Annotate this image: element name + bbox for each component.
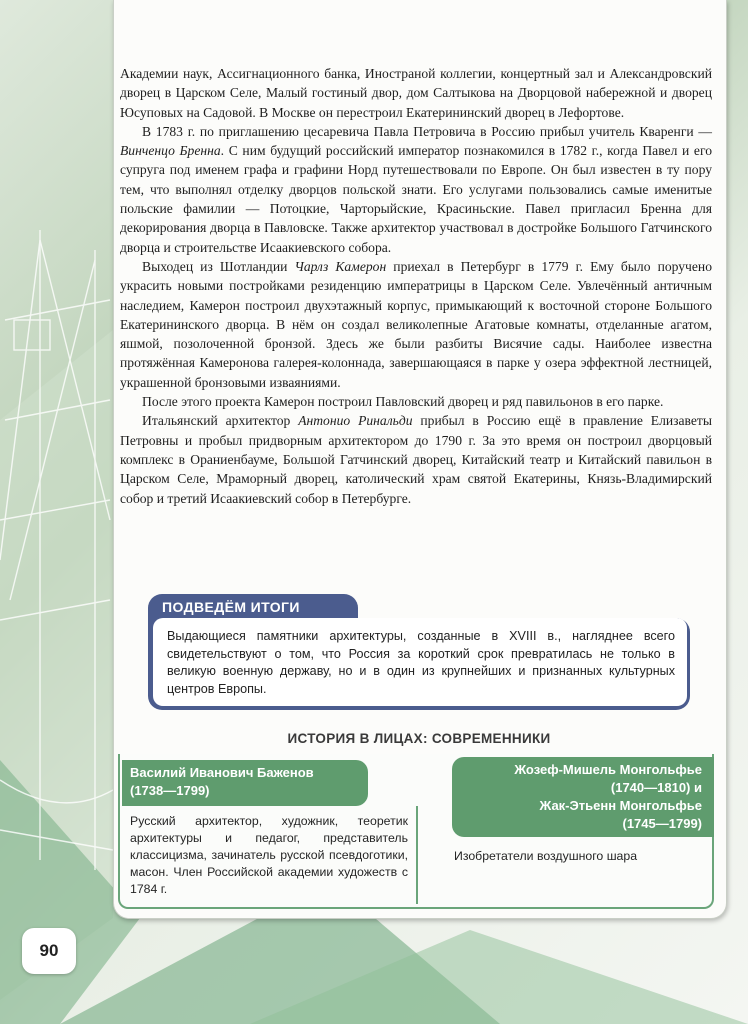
bazhenov-bio: Русский архитектор, художник, теоретик архитектуры и педагог, представитель классицизма, зачинатель русской псевдоготики, масон. Член Российской академии художеств с 1784 г. [122, 806, 418, 904]
paragraph-cameron-pavlovsk: После этого проекта Камерон построил Павловский дворец и ряд павильонов в его парке. [142, 394, 664, 410]
person-name-brenna: Винченцо Бренна [120, 143, 221, 159]
summary-title: ПОДВЕДЁМ ИТОГИ [148, 594, 358, 624]
montgolfier-name-box [452, 757, 714, 837]
paragraph-quarenghi-end: Академии наук, Ассигнационного банка, Иностраной коллегии, концертный зал и Александровский дворец в Царском Селе, Малый гостиный двор, дом Салтыкова на Дворцовой набережной и дворец Юсуповых на Садовой. В Москве он перестроил Екатерининский дворец в Лефортове. [120, 66, 712, 120]
paragraph-cameron: Выходец из Шотландии Чарлз Камерон приехал в Петербург в 1779 г. Ему было поручено украсить новыми постройками резиденцию императрицы в Царском Селе. Увлечённый античным наследием, Камерон построил двухэтажный корпус, примыкающий к восточной стороне Большого Екатерининского дворца. В нём он создал великолепные Агатовые комнаты, отделанные агатом, яшмой, позолоченной бронзой. Здесь же были разбиты Висячие сады. Наиболее известна протяжённая Камеронова галерея-колоннада, завершающаяся в парке у озера эффектной лестницей, украшенной бронзовыми изваяниями. [120, 258, 712, 390]
montgolfier-name-1: Жозеф-Мишель Монгольфье [514, 762, 702, 777]
bazhenov-name-box [122, 760, 368, 806]
person-name-cameron: Чарлз Камерон [294, 258, 387, 274]
paragraph-brenna: В 1783 г. по приглашению цесаревича Павла Петровича в Россию прибыл учитель Кваренги — Винченцо Бренна. С ним будущий российский император познакомился в 1782 г., когда Павел и его супруга под именем графа и графини Норд путешествовали по Европе. Он был известен в ту пору тем, что выполнял отделку дворцов польской знати. Его услугами пользовались самые именитые польские фамилии — Потоцкие, Чарторыйские, Красиньские. Павел пригласил Бренна для декорирования дворца в Павловске. Также архитектор участвовал в достройке Большого Гатчинского дворца и строительстве Исаакиевского собора. [120, 123, 712, 255]
bazhenov-years: (1738—1799) [130, 783, 210, 798]
page-number: 90 [22, 928, 76, 974]
montgolfier-years-1: (1740—1810) и [610, 780, 702, 795]
montgolfier-years-2: (1745—1799) [622, 816, 702, 831]
bazhenov-name: Василий Иванович Баженов [130, 765, 314, 780]
paragraph-rinaldi: Итальянский архитектор Антонио Ринальди прибыл в Россию ещё в правление Елизаветы Петровны и пробыл придворным архитектором до 1790 г. За это время он построил дворцовый комплекс в Ораниенбауме, Большой Гатчинский дворец, Китайский театр и Китайский павильон в Царском Селе, Мраморный дворец, католический храм святой Екатерины, Князь-Владимирский собор и третий Исаакиевский собор в Петербурге. [120, 413, 712, 506]
main-text [120, 64, 712, 508]
summary-text: Выдающиеся памятники архитектуры, созданные в XVIII в., нагляднее всего свидетельствуют о том, что Россия за короткий срок превратилась не только в великую военную державу, но и в один из крупнейших и признанных культурных центров Европы. [153, 618, 687, 706]
person-name-rinaldi: Антонио Ринальди [298, 413, 413, 429]
persons-heading: ИСТОРИЯ В ЛИЦАХ: СОВРЕМЕННИКИ [287, 731, 551, 746]
montgolfier-name-2: Жак-Этьенн Монгольфье [539, 798, 702, 813]
montgolfier-bio: Изобретатели воздушного шара [454, 849, 638, 863]
